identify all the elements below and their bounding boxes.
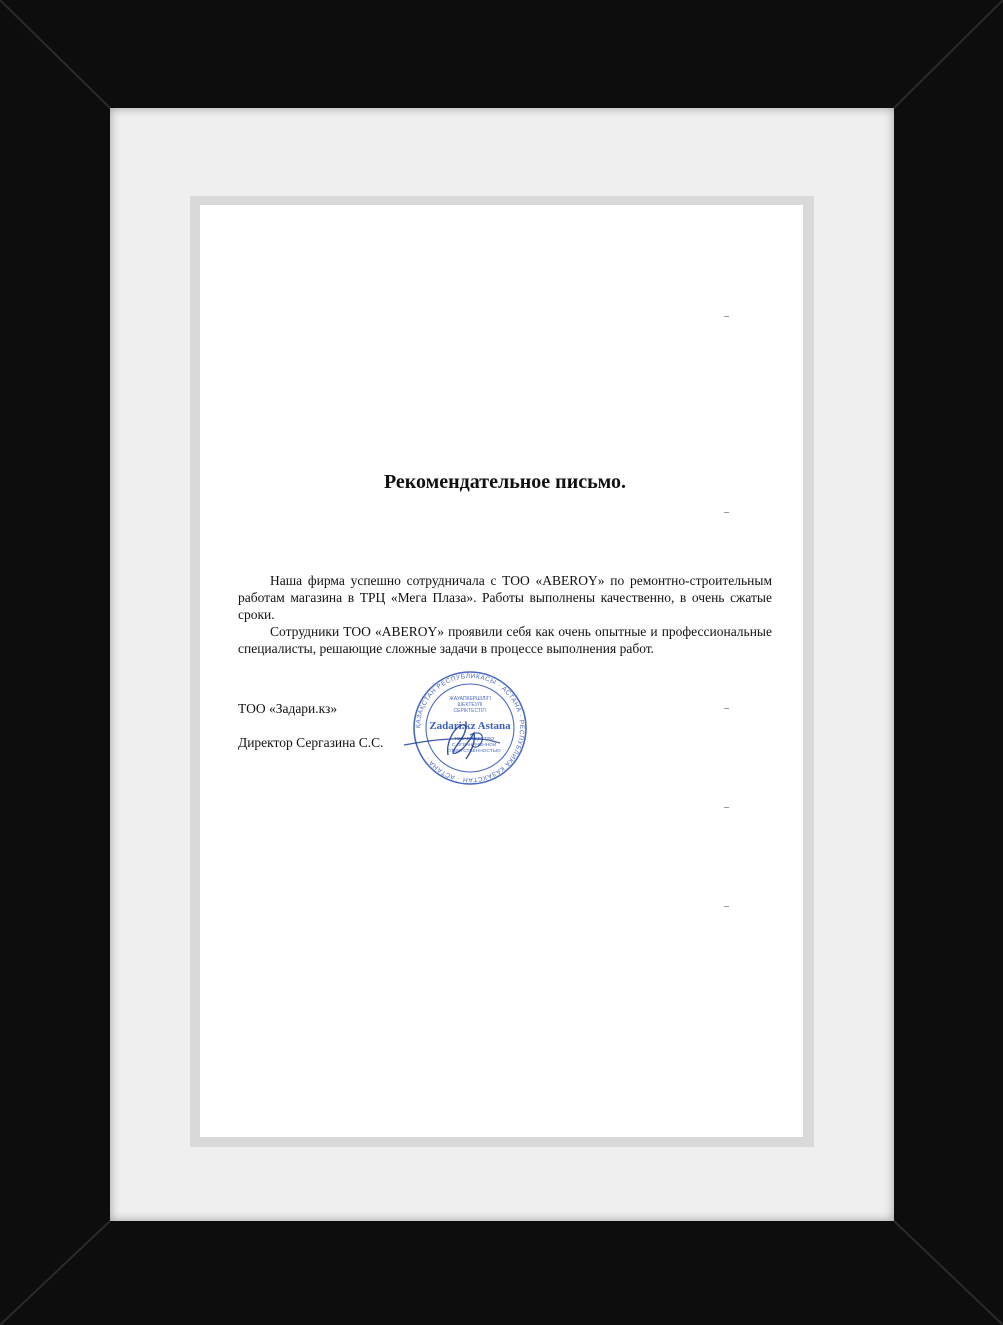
letter-title: Рекомендательное письмо. bbox=[383, 471, 627, 493]
stamp-bottom-line: С ОГРАНИЧЕННОЙ bbox=[451, 743, 497, 748]
stamp-bottom-line: ТОВАРИЩЕСТВО bbox=[453, 737, 495, 742]
stamp-top-line: ЖАУАПКЕРШІЛІГІ bbox=[449, 696, 491, 702]
letter-paper bbox=[200, 205, 803, 1137]
paper-speck bbox=[724, 512, 729, 513]
company-name: ТОО «Задари.кз» bbox=[238, 701, 338, 716]
paper-speck bbox=[724, 316, 729, 317]
stamp-company-name: Zadari.kz Astana bbox=[429, 720, 511, 732]
paper-speck bbox=[724, 807, 729, 808]
letter-body bbox=[238, 572, 772, 657]
letter-paragraph: Наша фирма успешно сотрудничала с ТОО «ABEROY» по ремонтно-строительным работам магазина в ТРЦ «Мега Плаза». Работы выполнены качественно, в очень сжатые сроки. bbox=[238, 573, 772, 622]
director-signature-line: Директор Сергазина С.С. bbox=[238, 735, 384, 750]
letter-paragraph: Сотрудники ТОО «ABEROY» проявили себя как очень опытные и профессиональные специалисты, решающие сложные задачи в процессе выполнения работ. bbox=[238, 624, 772, 656]
paper-speck bbox=[724, 708, 729, 709]
stamp-bottom-line: ОТВЕТСТВЕННОСТЬЮ bbox=[447, 749, 501, 754]
stamp-top-line: ШЕКТЕУЛІ bbox=[457, 702, 483, 708]
stamp-ring-text: ҚАЗАҚСТАН РЕСПУБЛИКАСЫ · АСТАНА · РЕСПУБЛИКА КАЗАХСТАН · АСТАНА · bbox=[414, 672, 526, 784]
stamp-top-line: СЕРІКТЕСТІГІ bbox=[453, 708, 487, 714]
handwritten-signature bbox=[396, 715, 516, 765]
paper-speck bbox=[724, 906, 729, 907]
